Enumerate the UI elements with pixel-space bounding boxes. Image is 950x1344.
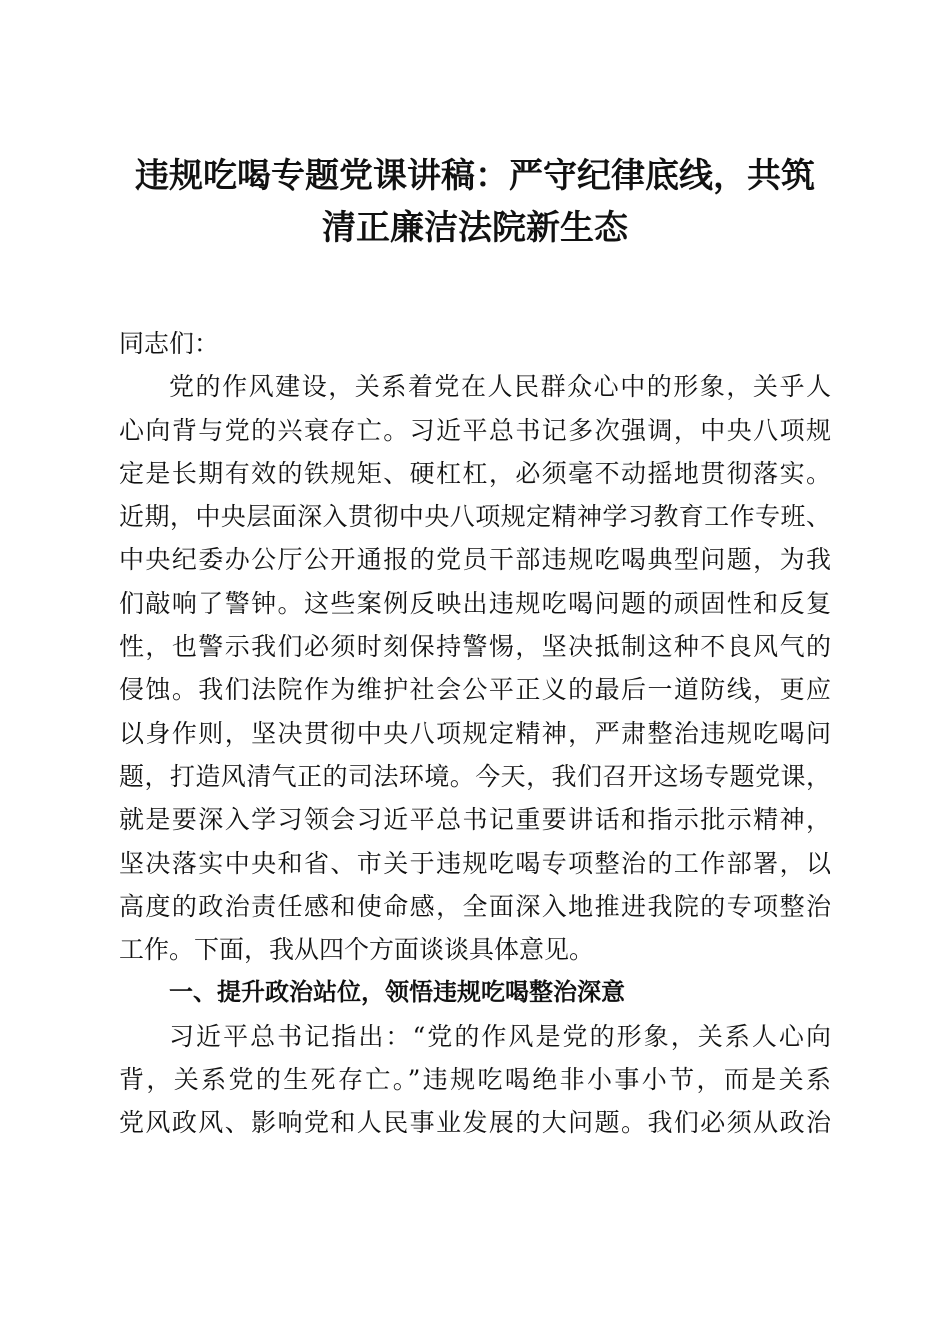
intro-line: 坚决落实中央和省、市关于违规吃喝专项整治的工作部署，以	[119, 848, 831, 878]
intro-line: 心向背与党的兴衰存亡。习近平总书记多次强调，中央八项规	[119, 415, 831, 445]
intro-line: 就是要深入学习领会习近平总书记重要讲话和指示批示精神，	[119, 805, 831, 835]
intro-paragraph	[119, 365, 831, 971]
salutation: 同志们：	[119, 329, 220, 358]
intro-line: 工作。下面，我从四个方面谈谈具体意见。	[119, 935, 595, 965]
intro-line: 以身作则，坚决贯彻中央八项规定精神，严肃整治违规吃喝问	[119, 718, 831, 748]
intro-line: 侵蚀。我们法院作为维护社会公平正义的最后一道防线，更应	[119, 675, 831, 705]
intro-line: 题，打造风清气正的司法环境。今天，我们召开这场专题党课，	[119, 761, 831, 791]
intro-line: 中央纪委办公厅公开通报的党员干部违规吃喝典型问题，为我	[119, 545, 831, 575]
intro-line: 们敲响了警钟。这些案例反映出违规吃喝问题的顽固性和反复	[119, 588, 831, 618]
section-1-paragraph	[119, 1015, 831, 1145]
section-line: 背，关系党的生死存亡。”违规吃喝绝非小事小节，而是关系	[119, 1065, 831, 1095]
section-line: 党风政风、影响党和人民事业发展的大问题。我们必须从政治	[119, 1108, 831, 1138]
document-title	[100, 150, 850, 254]
intro-line: 性，也警示我们必须时刻保持警惕，坚决抵制这种不良风气的	[119, 632, 831, 662]
section-line: 习近平总书记指出：“党的作风是党的形象，关系人心向	[169, 1021, 831, 1051]
title-line-1: 违规吃喝专题党课讲稿：严守纪律底线，共筑	[135, 156, 815, 196]
intro-line: 党的作风建设，关系着党在人民群众心中的形象，关乎人	[169, 372, 831, 402]
section-heading-1: 一、提升政治站位，领悟违规吃喝整治深意	[169, 978, 625, 1007]
intro-line: 近期，中央层面深入贯彻中央八项规定精神学习教育工作专班、	[119, 502, 831, 532]
title-line-2: 清正廉洁法院新生态	[322, 208, 628, 248]
intro-line: 定是长期有效的铁规矩、硬杠杠，必须毫不动摇地贯彻落实。	[119, 458, 831, 488]
intro-line: 高度的政治责任感和使命感，全面深入地推进我院的专项整治	[119, 891, 831, 921]
document-body	[119, 322, 831, 1145]
